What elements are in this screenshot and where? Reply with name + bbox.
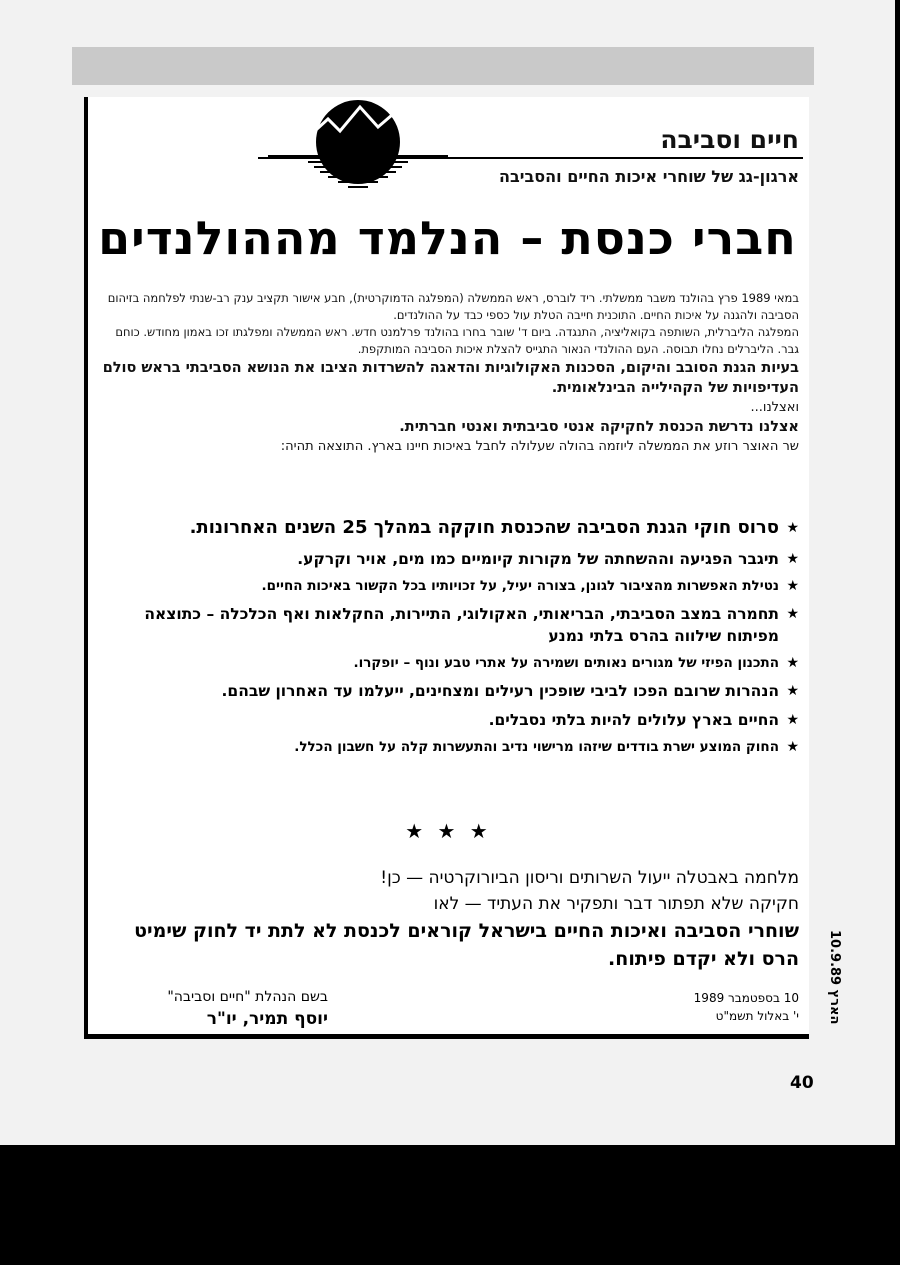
page-number: 40 <box>790 1073 814 1093</box>
list-item: ★ החוק המוצע ישרת בודדים שיזהו מרישוי נדיב והתעשרות קלה על חשבון הכלל. <box>294 739 799 755</box>
list-item: ★ התכנון הפיזי של מגורים נאותים ושמירה על אתרי טבע ונוף – יופקרו. <box>353 655 799 671</box>
intro-paragraph: בעיות הגנת הסובב והיקום, הסכנות האקולוגיות והדאגה להשרדות הציבו את הנושא הסביבתי בראש סולם העדיפויות של הקהילייה הבינלאומית. <box>102 360 799 396</box>
star-icon: ★ <box>786 739 799 755</box>
star-icon: ★ <box>786 578 799 594</box>
list-item: ★ נטילת האפשרות מהציבור לגונן, בצורה יעיל, על זכויותיו בכל הקשור באיכות החיים. <box>261 578 799 594</box>
mountain-logo-icon <box>268 97 448 197</box>
signature-name: יוסף תמיר, יו"ר <box>206 1009 328 1029</box>
intro-paragraph: במאי 1989 פרץ בהולנד משבר ממשלתי. ריד לוברס, ראש הממשלה (המפלגה הדמוקרטית), חבע אישור תקציב ענק רב-שנתי לפלחמה בזיהום הסביבה ולהגנה על איכות החיים. התוכנית חייבה הטלת עול כספי כבד על ההולנדים. <box>107 291 799 322</box>
closing-call: שוחרי הסביבה ואיכות החיים בישראל קוראים לכנסת לא לתת יד לחוק שימיט הרס ולא יקדם פיתוח. <box>134 920 799 970</box>
signature-block <box>128 987 328 1031</box>
date-gregorian: 10 בספטמבר 1989 <box>693 991 799 1005</box>
header-rule <box>258 157 803 159</box>
list-item: ★ תיגבר הפגיעה וההשחתה של מקורות קיומיים כמו מים, אויר וקרקע. <box>297 550 799 568</box>
consequences-list <box>94 515 799 764</box>
date-hebrew: י' באלול תשמ"ט <box>715 1009 799 1023</box>
star-icon: ★ <box>786 551 799 567</box>
intro-paragraph: המפלגה הליברלית, השותפה בקואליציה, התנגדה. ביום ד' שובר בחרו בהולנד פרלמנט חדש. ראש הממשלה ומפלגתו זכו באמון מחודש. כוחם גבר. הליברלים נחלו תבוסה. העם ההולנדי הנאור התגייס להצלת איכות הסביבה המותקפת. <box>115 325 799 356</box>
star-icon: ★ <box>786 520 799 536</box>
organization-name: חיים וסביבה <box>660 125 799 154</box>
intro-paragraph: ואצלנו... <box>750 400 799 415</box>
list-item: ★ סרוס חוקי הגנת הסביבה שהכנסת חוקקה במהלך 25 השנים האחרונות. <box>94 515 799 541</box>
header-band <box>72 47 814 85</box>
list-item: ★ תחמרה במצב הסביבתי, הבריאותי, האקולוגי, התיירות, החקלאות ואף הכלכלה – כתוצאה מפיתוח שילווה בהרס בלתי נמנע <box>144 605 799 645</box>
intro-text <box>96 290 799 456</box>
closing-line: מלחמה באבטלה ייעול השרותים וריסון הביורוקרטיה — כן! <box>380 868 799 888</box>
section-separator: ★ ★ ★ <box>405 819 492 843</box>
intro-paragraph: שר האוצר רוזע את הממשלה ליוזמה בהולה שעלולה לחבל באיכות חיינו בארץ. התוצאה תהיה: <box>280 439 799 454</box>
closing-text <box>96 865 799 973</box>
intro-paragraph: אצלנו נדרשת הכנסת לחקיקה אנטי סביבתית ואנטי חברתית. <box>399 419 799 435</box>
star-icon: ★ <box>786 683 799 699</box>
star-icon: ★ <box>786 655 799 671</box>
source-note: הארץ 10.9.89 <box>827 930 842 1025</box>
closing-line: חקיקה שלא תפתור דבר ותפקיר את העתיד — לאו <box>433 894 799 914</box>
organization-subtitle: ארגון-גג של שוחרי איכות החיים והסביבה <box>499 167 799 186</box>
list-item: ★ החיים בארץ עלולים להיות בלתי נסבלים. <box>488 711 799 729</box>
star-icon: ★ <box>786 606 799 622</box>
headline: חברי כנסת – הנלמד מההולנדים <box>98 211 797 265</box>
signature-on-behalf: בשם הנהלת "חיים וסביבה" <box>167 989 328 1005</box>
advertisement-panel <box>84 97 809 1039</box>
star-icon: ★ <box>786 712 799 728</box>
list-item: ★ הנהרות שרובם הפכו לביבי שופכין רעילים ומצחינים, ייעלמו עד האחרון שבהם. <box>221 682 799 700</box>
date-block <box>694 989 799 1025</box>
